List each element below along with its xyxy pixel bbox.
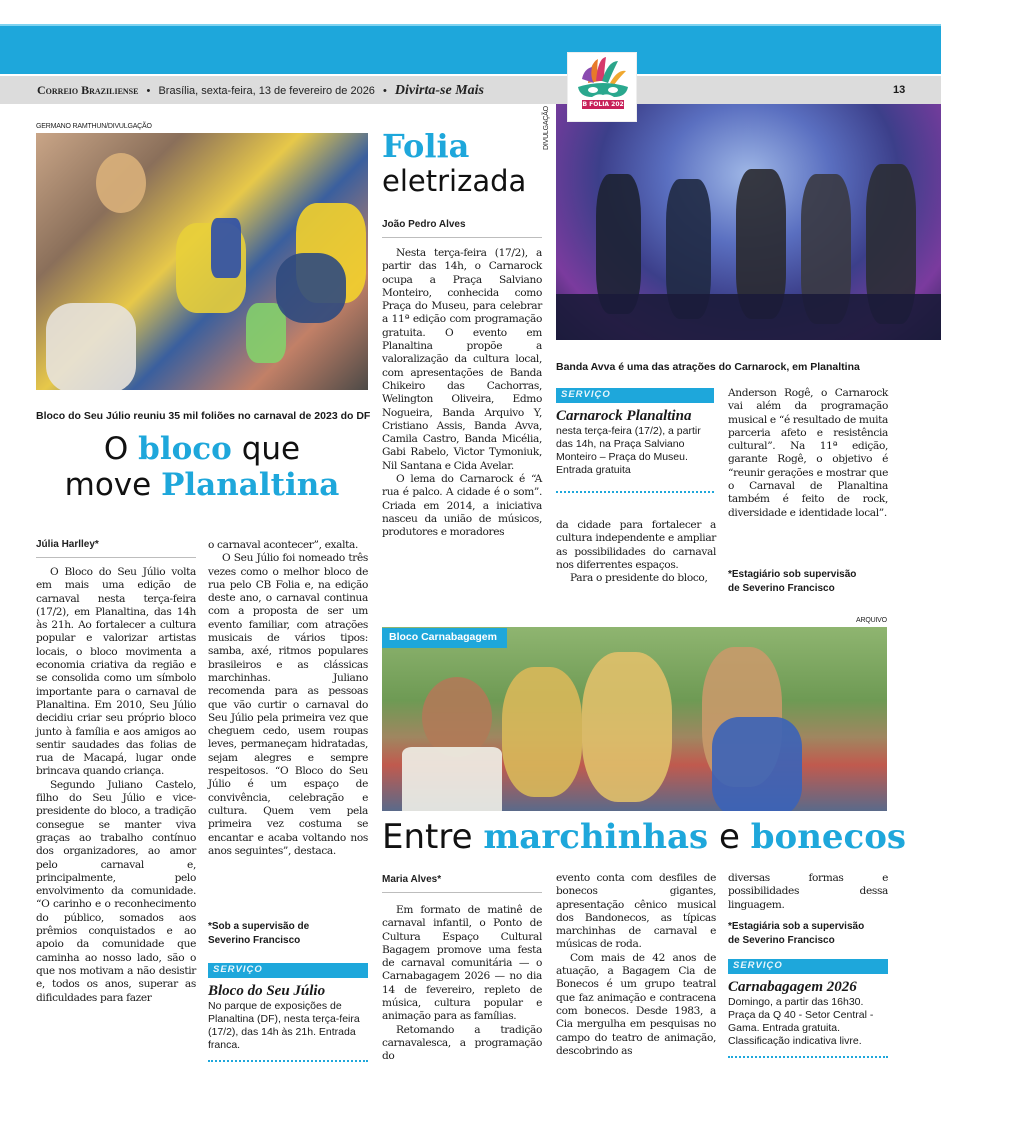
service-label: SERVIÇO: [556, 388, 714, 403]
headline-highlight: bonecos: [750, 817, 907, 857]
headline-word: e: [719, 817, 740, 857]
paragraph: Em formato de matinê de carnaval infantil, o Ponto de Cultura Espaço Cultural Bagagem promove uma festa de carnaval comunitária — o Carnabagagem 2026 — no dia 14 de fevereiro, repleto de música, cultura popular e animação para as famílias.: [382, 904, 542, 1023]
headline-highlight: Planaltina: [161, 466, 340, 503]
service-body: nesta terça-feira (17/2), a partir das 14h, na Praça Salviano Monteiro – Praça do Museu. Entrada gratuita: [556, 425, 701, 476]
headline-word: que: [241, 431, 301, 467]
paragraph: Anderson Rogê, o Carnarock vai além da programação musical e “é resultado de muita parceria afeto e resistência cultural”. Na 11ª edição, garante Rogê, o objetivo é “reunir gerações e mostrar que o Carnaval de Planaltina também é feito de rock, diversidade e identidade local”.: [728, 387, 888, 519]
photo-caption: Banda Avva é uma das atrações do Carnarock, em Planaltina: [556, 361, 860, 373]
byline-rule: [382, 237, 542, 238]
paragraph: O lema do Carnarock é “A rua é palco. A cidade é o som”. Criada em 2014, a iniciativa nasceu da união de músicos, produtores e moradores: [382, 473, 542, 539]
paragraph: O Seu Júlio foi nomeado três vezes como o melhor bloco de rua pelo CB Folia e, na edição deste ano, o carnaval continua com a proposta de ser um evento familiar, com atrações musicais de vários tipos: samba, axé, ritmos populares brasileiros e as clássicas marchinhas. Juliano recomenda para as pessoas que vão curtir o carnaval do Seu Júlio pela primeira vez que cheguem cedo, usem roupas leves, permaneçam hidratadas, sejam alegres e sempre respeitosos. “O Bloco do Seu Júlio é um espaço de convivência, celebração e cultura. Quem vem pela primeira vez costuma se encantar e acaba voltando nos anos seguintes”, destaca.: [208, 552, 368, 857]
service-title: Bloco do Seu Júlio: [208, 983, 326, 999]
headline-word: eletrizada: [382, 164, 527, 198]
service-body: No parque de exposições de Planaltina (DF), nesta terça-feira (17/2), das 14h às 21h. Entrada franca.: [208, 1000, 360, 1051]
photo-tag: Bloco Carnabagagem: [382, 628, 507, 648]
service-box-carnarock: [556, 388, 714, 493]
story3-column-1: [382, 904, 542, 1064]
supervision-note: [728, 568, 888, 596]
headline-highlight: marchinhas: [483, 817, 709, 857]
photo-credit: DIVULGAÇÃO: [543, 106, 550, 150]
cb-folia-logo: [567, 52, 637, 122]
supervision-note: [728, 920, 888, 948]
bullet-separator: •: [383, 85, 387, 97]
story2-column-3: [728, 387, 888, 520]
byline: João Pedro Alves: [382, 219, 466, 230]
service-title: Carnabagagem 2026: [728, 979, 857, 995]
headline-folia: [382, 128, 547, 198]
page-number: 13: [893, 84, 906, 96]
paragraph: o carnaval acontecer”, exalta.: [208, 539, 359, 551]
dateline: Brasília, sexta-feira, 13 de fevereiro de 2026: [158, 85, 375, 97]
headline-highlight: Folia: [382, 127, 470, 165]
note-line: *Estagiário sob supervisão: [728, 569, 857, 580]
story2-column-2: [556, 519, 716, 585]
paragraph: diversas formas e possibilidades dessa linguagem.: [728, 872, 888, 911]
supervision-note: [208, 920, 368, 948]
story3-column-3: [728, 872, 888, 912]
newspaper-brand: Correio Braziliense: [37, 83, 139, 97]
paragraph: Segundo Juliano Castelo, filho do Seu Júlio e vice-presidente do bloco, a tradição consegue se manter viva graças ao trabalho contínuo dos organizadores, ao amor pelo carnaval e, principalmente, pelo envolvimento da comunidade. “O carinho e o reconhecimento do público, somados aos prêmios conquistados e ao apoio da comunidade que caminha ao nosso lado, são o que nos motivam a não desistir e, todos os anos, superar as dificuldades para fazer: [36, 778, 196, 1004]
paragraph: Retomando a tradição carnavalesca, a programação do: [382, 1023, 542, 1063]
note-line: de Severino Francisco: [728, 935, 835, 946]
paragraph: da cidade para fortalecer a cultura independente e ampliar as possibilidades do carnaval nos diferrentes espaços.: [556, 519, 716, 571]
service-box-bloco: [208, 963, 368, 1062]
headline-highlight: bloco: [138, 431, 232, 467]
photo-credit: ARQUIVO: [856, 617, 887, 624]
service-box-carnabagagem: [728, 959, 888, 1058]
photo-credit: GERMANO RAMTHUN/DIVULGAÇÃO: [36, 123, 152, 130]
byline-rule: [36, 557, 196, 558]
service-title: Carnarock Planaltina: [556, 408, 692, 424]
headline-word: move: [64, 466, 152, 503]
photo-bloco-seu-julio: [36, 133, 368, 390]
paragraph: Nesta terça-feira (17/2), a partir das 14h, o Carnarock ocupa a Praça Salviano Monteiro, conhecida como Praça do Museu, para celebrar a 11ª edição com programação gratuita. O evento em Planaltina propõe a valoralização da cultura local, com apresentações de Banda Chikeiro das Cachorras, Welington Oliveira, Edmo Nogueira, Banda Arquivo Y, Cristiano Assis, Banda Avva, Camila Castro, Banda Micélia, Gabi Rabelo, Victor Tymoniuk, Nil Santana e Cida Avelar.: [382, 247, 542, 472]
headline-marchinhas: [382, 818, 906, 857]
photo-caption: Bloco do Seu Júlio reuniu 35 mil foliões no carnaval de 2023 do DF: [36, 410, 371, 422]
note-line: *Sob a supervisão de: [208, 921, 310, 932]
logo-lettering: [568, 100, 638, 109]
byline-rule: [382, 892, 542, 893]
top-color-bar: [0, 24, 941, 74]
note-line: Severino Francisco: [208, 935, 301, 946]
dotted-divider: [728, 1056, 888, 1058]
dotted-divider: [208, 1060, 368, 1062]
headline-word: O: [103, 431, 129, 467]
header-dateline-row: [37, 83, 484, 99]
photo-banda-avva: [556, 104, 941, 340]
logo-text: CB FOLIA 2026: [578, 101, 628, 108]
note-line: de Severino Francisco: [728, 583, 835, 594]
service-body: Domingo, a partir das 16h30. Praça da Q 40 - Setor Central - Gama. Entrada gratuita. Classificação indicativa livre.: [728, 996, 874, 1047]
service-label: SERVIÇO: [208, 963, 368, 978]
story3-column-2: [556, 872, 716, 1058]
story1-column-2: [208, 539, 368, 858]
paragraph: O Bloco do Seu Júlio volta em mais uma edição de carnaval nesta terça-feira (17/2), em Planaltina, das 14h às 21h. Ao fortalecer a cultura popular e valorizar artistas locais, o bloco movimenta a economia criativa da região e se consolida como um símbolo importante para o carnaval de Planaltina. Em 2010, Seu Júlio decidiu criar seu próprio bloco junto à família e aos amigos ao sentir saudades das folias de rua de Macapá, lugar onde brincava quando criança.: [36, 566, 196, 778]
note-line: *Estagiária sob a supervisão: [728, 921, 865, 932]
paragraph: Para o presidente do bloco,: [570, 572, 708, 585]
dotted-divider: [556, 491, 714, 493]
byline: Maria Alves*: [382, 874, 442, 885]
story1-column-1: [36, 566, 196, 1005]
story2-column-1: [382, 247, 542, 540]
service-label: SERVIÇO: [728, 959, 888, 974]
bullet-separator: •: [146, 85, 151, 97]
paragraph: Com mais de 42 anos de atuação, a Bagagem Cia de Bonecos é um grupo teatral que faz animação e contracena com bonecos. Desde 1983, a Cia mergulha em pesquisas no campo do teatro de animação, descobrindo as: [556, 951, 716, 1057]
photo-bonecos-gigantes: [382, 627, 887, 811]
paragraph: evento conta com desfiles de bonecos gigantes, apresentação cênico musical dos Bandonecos, as típicas marchinhas de carnaval e músicas de roda.: [556, 872, 716, 951]
headline-word: Entre: [382, 817, 473, 857]
headline-bloco: [36, 432, 368, 503]
section-name: Divirta-se Mais: [394, 83, 484, 98]
byline: Júlia Harlley*: [36, 539, 99, 550]
carnival-mask-icon: [568, 53, 638, 99]
